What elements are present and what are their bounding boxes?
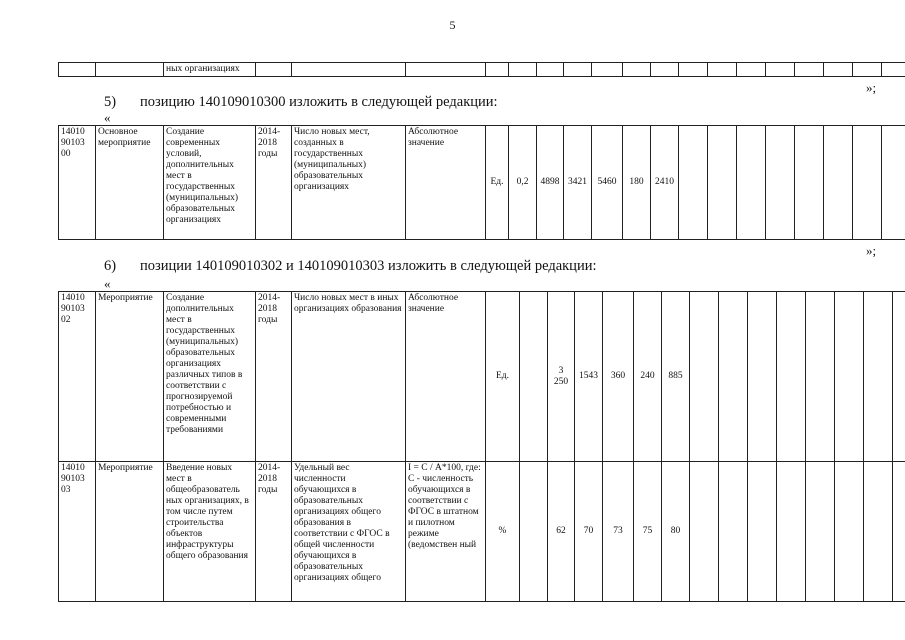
cell: [690, 462, 719, 602]
cell: [893, 462, 905, 602]
close-quote: »;: [866, 80, 877, 95]
cell: [882, 126, 905, 240]
cell-code: 14010 90103 02: [59, 292, 96, 462]
cell: [509, 63, 537, 77]
item-number: 5): [104, 94, 117, 110]
item-number: 6): [104, 258, 117, 274]
cell: [853, 126, 882, 240]
cell-indicator: Число новых мест, созданных в государственных (муниципальных) образовательных организациях: [292, 126, 406, 240]
table-row: [59, 126, 905, 240]
cell: [564, 63, 592, 77]
value-line: 3: [558, 365, 564, 376]
item-text: позиции 140109010302 и 140109010303 изложить в следующей редакции:: [140, 258, 597, 274]
cell-type: Мероприятие: [96, 292, 164, 462]
cell-period: 2014-2018 годы: [256, 292, 292, 462]
value-line: 250: [553, 376, 569, 387]
cell-value: 5460: [592, 126, 623, 240]
table-item-5: [58, 125, 905, 240]
table-fragment-top: [58, 62, 905, 77]
cell-indicator: Число новых мест в иных организациях образования: [292, 292, 406, 462]
cell-unit: %: [486, 462, 520, 602]
cell: [737, 63, 766, 77]
cell: [766, 126, 795, 240]
cell: [882, 63, 905, 77]
cell-indicator: Удельный вес численности обучающихся в образовательных организациях общего образования в соответствии с ФГОС в общей численности обучающихся в образовательных организациях общего: [292, 462, 406, 602]
cell-value: 80: [662, 462, 690, 602]
cell-value: 3421: [564, 126, 592, 240]
cell: [679, 126, 708, 240]
cell: [766, 63, 795, 77]
table-item-6: [58, 291, 905, 602]
close-quote: »;: [866, 243, 877, 258]
cell-value: 73: [603, 462, 634, 602]
cell: [777, 292, 806, 462]
cell-name: Введение новых мест в общеобразователь ных организациях, в том числе путем строительства объектов инфраструктуры общего образования: [164, 462, 256, 602]
cell-value: 2410: [651, 126, 679, 240]
cell-type: Мероприятие: [96, 462, 164, 602]
cell-value: 4898: [537, 126, 564, 240]
cell-value: 70: [575, 462, 603, 602]
table-row: [59, 292, 905, 462]
cell-method: Абсолютное значение: [406, 126, 486, 240]
cell: [708, 63, 737, 77]
cell: [719, 292, 748, 462]
cell: [835, 292, 864, 462]
cell-value: 1543: [575, 292, 603, 462]
cell: [748, 462, 777, 602]
cell: [824, 126, 853, 240]
cell-method: Абсолютное значение: [406, 292, 486, 462]
cell: [59, 63, 96, 77]
page-number: 5: [449, 18, 456, 32]
cell-type: Основное мероприятие: [96, 126, 164, 240]
cell-value: 0,2: [509, 126, 537, 240]
cell-value: [548, 292, 575, 462]
cell: [96, 63, 164, 77]
cell-period: 2014-2018 годы: [256, 462, 292, 602]
cell: [777, 462, 806, 602]
cell: [256, 63, 292, 77]
open-quote: «: [104, 110, 111, 125]
cell: [292, 63, 406, 77]
cell: [806, 462, 835, 602]
cell-unit: Ед.: [486, 126, 509, 240]
cell: [679, 63, 708, 77]
cell-value: 180: [623, 126, 651, 240]
cell: [795, 63, 824, 77]
open-quote: «: [104, 276, 111, 291]
cell: [835, 462, 864, 602]
cell-name: Создание современных условий, дополнительных мест в государственных (муниципальных) образовательных организациях: [164, 126, 256, 240]
cell: [806, 292, 835, 462]
cell: [824, 63, 853, 77]
cell-method: I = С / А*100, где: С - численность обучающихся в соответствии с ФГОС в штатном и пилотном режиме (ведомствен ный: [406, 462, 486, 602]
cell-code: 14010 90103 03: [59, 462, 96, 602]
cell: [719, 462, 748, 602]
cell: [864, 292, 893, 462]
cell-name: ных организациях: [164, 63, 256, 77]
cell: [537, 63, 564, 77]
cell: [623, 63, 651, 77]
cell-name: Создание дополнительных мест в государственных (муниципальных) образовательных организациях различных типов в соответствии с прогнозируемой потребностью и современными требованиями: [164, 292, 256, 462]
cell-unit: Ед.: [486, 292, 520, 462]
cell-value: 240: [634, 292, 662, 462]
cell-value: [520, 462, 548, 602]
cell: [893, 292, 905, 462]
item-6-heading: [104, 258, 597, 275]
cell: [486, 63, 509, 77]
cell-value: 360: [603, 292, 634, 462]
cell: [853, 63, 882, 77]
cell-code: 14010 90103 00: [59, 126, 96, 240]
cell: [864, 462, 893, 602]
cell: [592, 63, 623, 77]
cell: [708, 126, 737, 240]
item-5-heading: [104, 94, 498, 111]
cell: [651, 63, 679, 77]
item-text: позицию 140109010300 изложить в следующей редакции:: [140, 94, 498, 110]
cell: [795, 126, 824, 240]
cell: [737, 126, 766, 240]
cell-value: 75: [634, 462, 662, 602]
cell: [406, 63, 486, 77]
cell-value: [520, 292, 548, 462]
cell-value: 885: [662, 292, 690, 462]
table-row: [59, 462, 905, 602]
cell: [748, 292, 777, 462]
cell: [690, 292, 719, 462]
cell-value: 62: [548, 462, 575, 602]
cell-period: 2014-2018 годы: [256, 126, 292, 240]
